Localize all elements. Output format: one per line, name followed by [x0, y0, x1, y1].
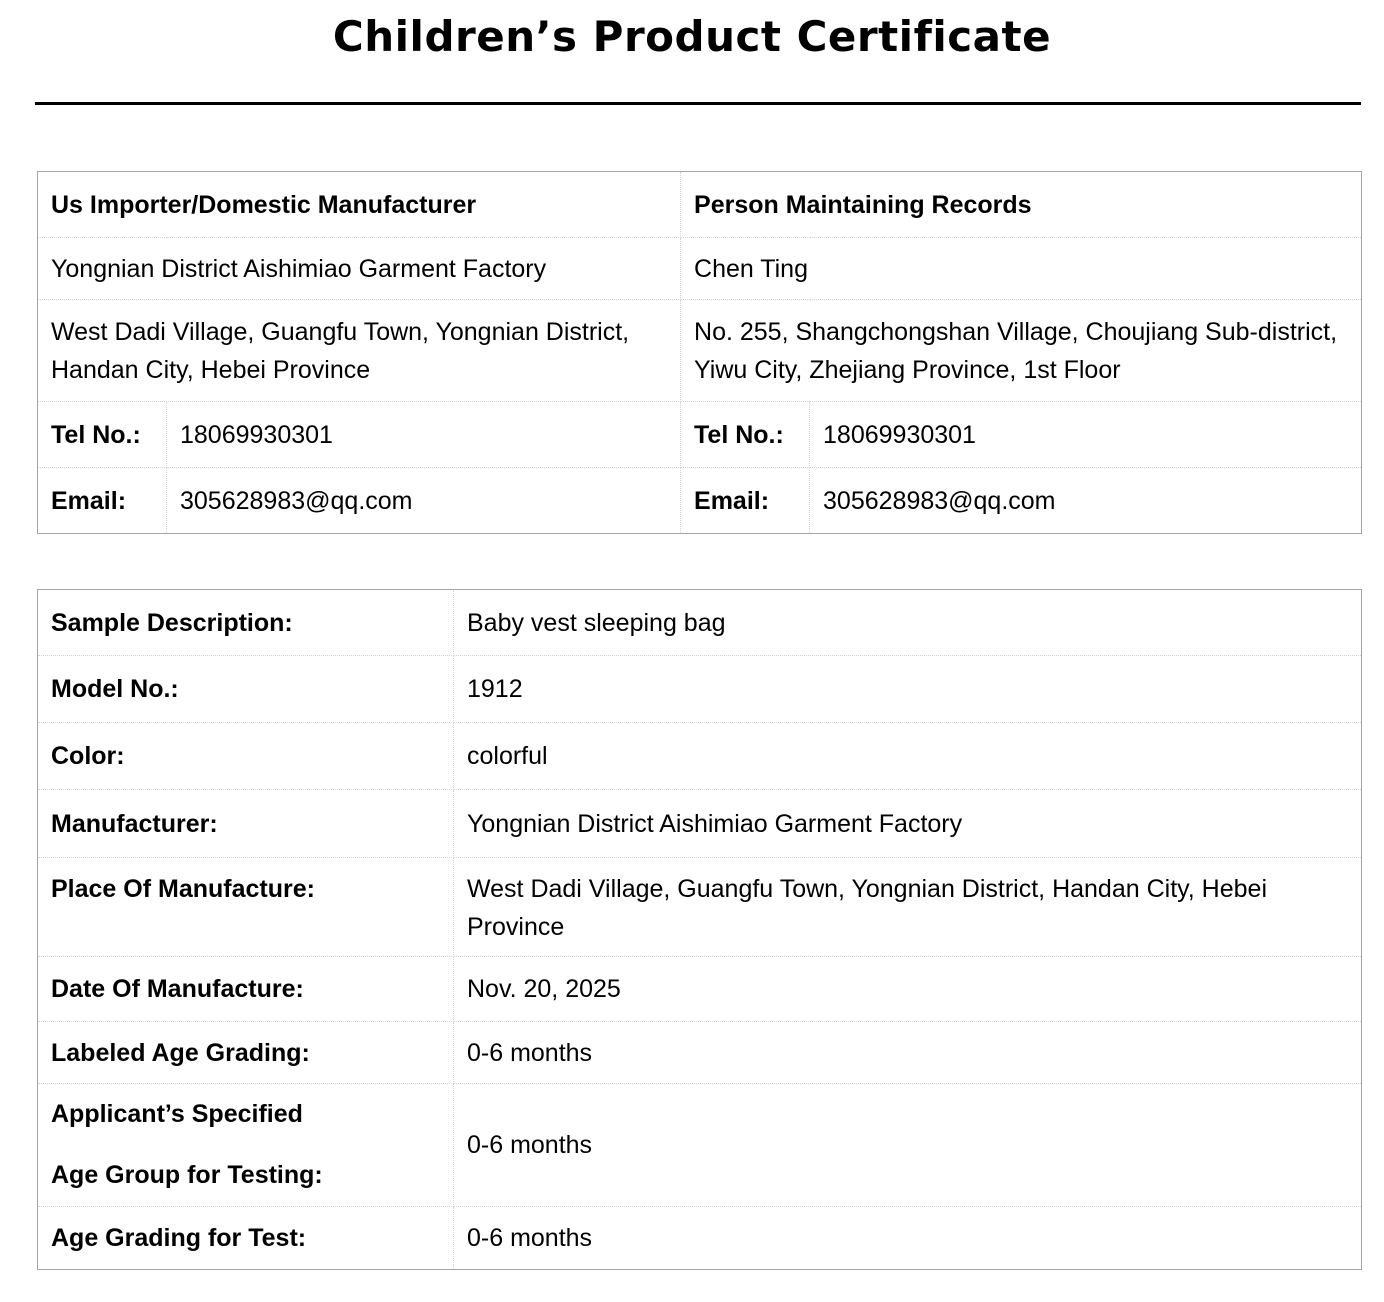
- manufacturer-label: Manufacturer:: [38, 790, 454, 858]
- sample-description-label: Sample Description:: [38, 590, 454, 656]
- title-divider: [35, 102, 1361, 105]
- importer-tel: 18069930301: [167, 402, 681, 468]
- records-tel-label: Tel No.:: [681, 402, 810, 468]
- table-row: [38, 957, 1362, 1022]
- records-email-label: Email:: [681, 468, 810, 534]
- records-email: 305628983@qq.com: [810, 468, 1362, 534]
- table-row: [38, 1022, 1362, 1084]
- table-row: [38, 1207, 1362, 1270]
- applicant-age-group-value: 0-6 months: [454, 1084, 1362, 1207]
- contact-table: [37, 171, 1362, 534]
- table-row: [38, 1084, 1362, 1207]
- applicant-age-group-label-line1: Applicant’s Specified: [51, 1100, 303, 1128]
- color-value: colorful: [454, 723, 1362, 790]
- importer-header: Us Importer/Domestic Manufacturer: [38, 172, 681, 238]
- color-label: Color:: [38, 723, 454, 790]
- sample-table: [37, 589, 1362, 1270]
- applicant-age-group-label: [38, 1084, 454, 1207]
- date-of-manufacture-label: Date Of Manufacture:: [38, 957, 454, 1022]
- importer-email: 305628983@qq.com: [167, 468, 681, 534]
- records-address: No. 255, Shangchongshan Village, Choujiang Sub-district, Yiwu City, Zhejiang Province, 1st Floor: [681, 300, 1362, 402]
- importer-tel-label: Tel No.:: [38, 402, 167, 468]
- date-of-manufacture-value: Nov. 20, 2025: [454, 957, 1362, 1022]
- table-row: [38, 858, 1362, 957]
- document-title: Children’s Product Certificate: [332, 12, 1052, 61]
- table-row: [38, 723, 1362, 790]
- importer-name: Yongnian District Aishimiao Garment Factory: [38, 238, 681, 300]
- labeled-age-grading-label: Labeled Age Grading:: [38, 1022, 454, 1084]
- table-row: [38, 790, 1362, 858]
- labeled-age-grading-value: 0-6 months: [454, 1022, 1362, 1084]
- importer-address: West Dadi Village, Guangfu Town, Yongnian District, Handan City, Hebei Province: [38, 300, 681, 402]
- place-of-manufacture-label: Place Of Manufacture:: [38, 858, 454, 957]
- model-no-label: Model No.:: [38, 656, 454, 723]
- records-tel: 18069930301: [810, 402, 1362, 468]
- manufacturer-value: Yongnian District Aishimiao Garment Factory: [454, 790, 1362, 858]
- model-no-value: 1912: [454, 656, 1362, 723]
- place-of-manufacture-value: West Dadi Village, Guangfu Town, Yongnian District, Handan City, Hebei Province: [454, 858, 1362, 957]
- applicant-age-group-label-line2: Age Group for Testing:: [51, 1161, 323, 1189]
- age-grading-for-test-value: 0-6 months: [454, 1207, 1362, 1270]
- importer-email-label: Email:: [38, 468, 167, 534]
- records-name: Chen Ting: [681, 238, 1362, 300]
- table-row: [38, 590, 1362, 656]
- table-row: [38, 656, 1362, 723]
- records-header: Person Maintaining Records: [681, 172, 1362, 238]
- sample-description-value: Baby vest sleeping bag: [454, 590, 1362, 656]
- age-grading-for-test-label: Age Grading for Test:: [38, 1207, 454, 1270]
